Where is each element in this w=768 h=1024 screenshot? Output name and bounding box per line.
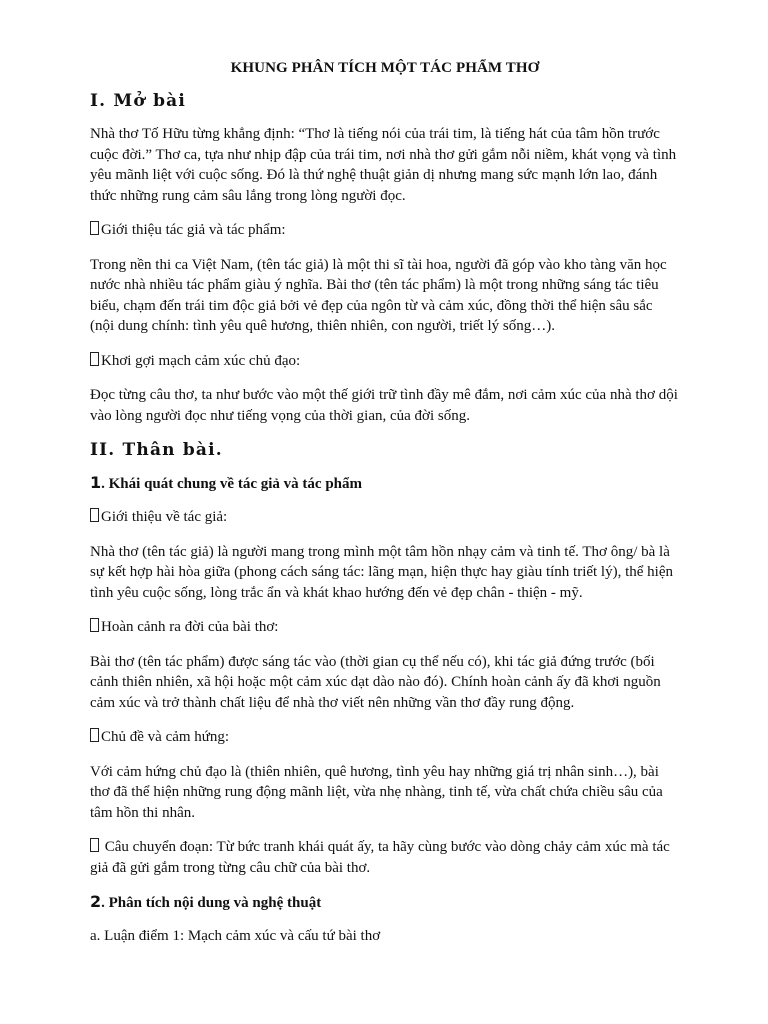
transition-paragraph bbox=[90, 837, 680, 878]
subsection-number: 1 bbox=[90, 473, 102, 492]
bullet-label: Giới thiệu về tác giả: bbox=[101, 509, 228, 525]
about-author-paragraph: Nhà thơ (tên tác giả) là người mang trong mình một tâm hồn nhạy cảm và tinh tế. Thơ ông/ bà là sự kết hợp hài hòa giữa (phong cách sáng tác: lãng mạn, hiện thực hay giàu tính triết lý), thể hiện tình yêu cuộc sống, lòng trắc ẩn và khát khao hướng đến vẻ đẹp chân - thiện - mỹ. bbox=[90, 543, 673, 601]
author-work-paragraph: Trong nền thi ca Việt Nam, (tên tác giả) là một thi sĩ tài hoa, người đã góp vào kho tàng văn học nước nhà nhiều tác phẩm giàu ý nghĩa. Bài thơ (tên tác phẩm) là một trong những sáng tác tiêu biểu, chạm đến trái tim độc giả bởi vẻ đẹp của ngôn từ và cảm xúc, đồng thời thể hiện sâu sắc (nội dung chính: tình yêu quê hương, thiên nhiên, con người, triết lý sống…). bbox=[90, 256, 667, 334]
bullet-author-work-intro bbox=[90, 220, 680, 241]
subsection-title: . Phân tích nội dung và nghệ thuật bbox=[101, 895, 322, 911]
bullet-label: Giới thiệu tác giả và tác phẩm: bbox=[101, 222, 286, 238]
subsection-heading-2 bbox=[90, 892, 680, 912]
subsection-title: . Khái quát chung về tác giả và tác phẩm bbox=[101, 476, 362, 492]
bullet-label: Chủ đề và cảm hứng: bbox=[101, 729, 230, 745]
bullet-label: Khơi gợi mạch cảm xúc chủ đạo: bbox=[101, 352, 301, 369]
theme-paragraph: Với cảm hứng chủ đạo là (thiên nhiên, quê hương, tình yêu hay những giá trị nhân sinh…), bài thơ đã thể hiện những rung động mãnh liệt, vừa nhẹ nhàng, tinh tế, vừa chất chứa chiều sâu của tâm hồn thi nhân. bbox=[90, 763, 663, 821]
subsection-heading-1 bbox=[90, 473, 680, 493]
transition-text: Câu chuyển đoạn: Từ bức tranh khái quát ấy, ta hãy cùng bước vào dòng chảy cảm xúc mà tác giả đã gửi gắm trong từng câu chữ của bài thơ. bbox=[90, 839, 670, 876]
bullet-label: Hoàn cảnh ra đời của bài thơ: bbox=[101, 619, 279, 635]
section-heading-mo-bai: I. Mở bài bbox=[90, 91, 187, 111]
subsection-number: 2 bbox=[90, 892, 102, 911]
main-emotion-paragraph: Đọc từng câu thơ, ta như bước vào một thế giới trữ tình đầy mê đắm, nơi cảm xúc của nhà thơ dội vào lòng người đọc như tiếng vọng của thời gian, của đời sống. bbox=[90, 387, 678, 424]
point-1: a. Luận điểm 1: Mạch cảm xúc và cấu tứ bài thơ bbox=[90, 928, 381, 944]
bullet-theme bbox=[90, 727, 680, 748]
section-heading-than-bai: II. Thân bài. bbox=[90, 440, 223, 460]
intro-paragraph: Nhà thơ Tố Hữu từng khẳng định: “Thơ là tiếng nói của trái tim, là tiếng hát của tâm hồn trước cuộc đời.” Thơ ca, tựa như nhịp đập của trái tim, nơi nhà thơ gửi gắm nỗi niềm, khát vọng và tình yêu mãnh liệt với cuộc sống. Đó là thứ nghệ thuật giản dị nhưng mang sức mạnh lớn lao, đánh thức những rung cảm sâu lắng trong lòng người đọc. bbox=[90, 126, 677, 204]
bullet-main-emotion bbox=[90, 351, 680, 372]
bullet-about-author bbox=[90, 507, 680, 528]
context-paragraph: Bài thơ (tên tác phẩm) được sáng tác vào (thời gian cụ thể nếu có), khi tác giả đứng trước (bối cảnh thiên nhiên, xã hội hoặc một cảm xúc dạt dào nào đó). Chính hoàn cảnh ấy đã khơi nguồn cảm xúc và trở thành chất liệu để nhà thơ viết nên những vần thơ đầy rung động. bbox=[90, 653, 661, 711]
document-title: KHUNG PHÂN TÍCH MỘT TÁC PHẨM THƠ bbox=[230, 60, 540, 76]
bullet-context bbox=[90, 617, 680, 638]
